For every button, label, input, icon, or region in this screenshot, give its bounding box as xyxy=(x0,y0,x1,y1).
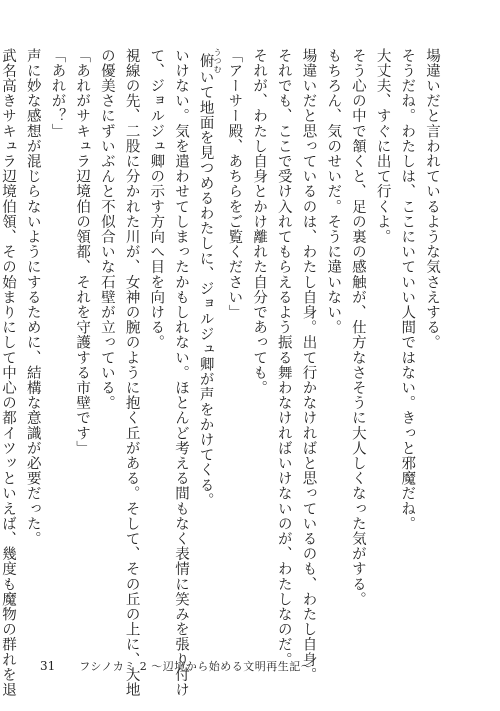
text-line: 武名高きサキュラ辺境伯領、その始まりにして中心の都イツッといえば、幾度も魔物の群れを退 xyxy=(0,48,17,698)
text-line: そう心の中で頷くと、足の裏の感触が、仕方なさそうに大人しくなった気がする。 xyxy=(349,48,366,607)
text-line: 場違いだと思っているのは、わたし自身。出て行かなければと思っているのも、わたし自身。 xyxy=(300,48,317,683)
text-line: もちろん、気のせいだ。そうに違いない。 xyxy=(325,48,342,335)
text-line: 「アーサー殿、あちらをご覧ください」 xyxy=(226,48,243,320)
page-number: 31 xyxy=(40,659,56,673)
book-title: フシノカミ 2 〜辺境から始める文明再生記〜 xyxy=(79,660,313,673)
text-line: 場違いだと言われているような気さえする。 xyxy=(424,48,440,350)
page-footer xyxy=(40,658,312,674)
text-line: 声に妙な感想が混じらないようにするために、結構な意識が必要だった。 xyxy=(24,48,41,547)
text-line: て、ジョルジュ卿の示す方向へ目を向ける。 xyxy=(148,48,165,350)
text-line: 俯 うつむいて地面を見つめるわたしに、ジョルジュ卿が声をかけてくる。 xyxy=(197,48,223,508)
text-line: 「あれがサキュラ辺境伯の領都、それを守護する市壁です」 xyxy=(74,48,91,456)
text-line: 大丈夫、すぐに出て行くよ。 xyxy=(374,48,391,245)
text-line: それが、わたし自身とかけ離れた自分であっても。 xyxy=(251,48,268,396)
text-line: いけない。気を遣わせてしまったかもしれない。ほとんど考える間もなく表情に笑みを張り付け xyxy=(172,48,189,698)
text-line: それでも、ここで受け入れてもらえるよう振る舞わなければいけないのが、わたしなのだ。 xyxy=(275,48,292,668)
text-line: 「あれが？」 xyxy=(49,48,66,139)
text-line: 視線の先、二股に分かれた川が、女神の腕のように抱く丘がある。そして、その丘の上に、大地 xyxy=(123,48,140,698)
ruby-annotation: 俯 うつむ xyxy=(197,48,223,74)
text-line: そうだね。わたしは、ここにいていい人間ではない。きっと邪魔だね。 xyxy=(399,48,416,532)
ruby-reading: うつむ xyxy=(213,48,223,74)
text-line: の優美さにずいぶんと不似合いな石壁が立っている。 xyxy=(98,48,115,411)
